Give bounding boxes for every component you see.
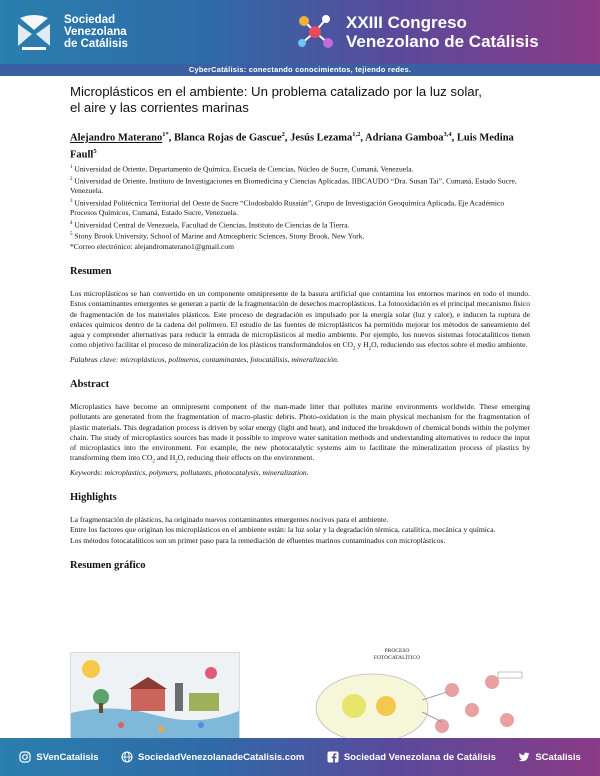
author-sup: 3,4 xyxy=(443,131,452,138)
org-name-line2: Venezolana xyxy=(64,26,127,38)
molecule-icon xyxy=(292,9,338,55)
twitter-icon xyxy=(518,751,530,763)
affiliation-text: Universidad Politécnica Territorial del Oeste de Sucre “Clodosbaldo Russián”, Grupo de Investigación Geoquímica Aplicada, Eje Académico Procesos Químicos, Cumaná, Estado Sucre, Venezuela. xyxy=(70,198,505,218)
subscript: 2 xyxy=(353,346,356,352)
affiliation-sup: 1 xyxy=(70,165,73,170)
org-name-line1: Sociedad xyxy=(64,14,116,26)
subscript: 2 xyxy=(152,459,155,465)
author-name: Alejandro Materano xyxy=(70,132,163,144)
congress-title-line1: XXIII Congreso xyxy=(346,13,467,32)
title-line2: el aire y las corrientes marinas xyxy=(70,100,249,115)
affiliation xyxy=(70,175,530,197)
environment-illustration xyxy=(70,652,240,744)
congress-title-line2: Venezolano de Catálisis xyxy=(346,32,539,51)
author-sup: 1* xyxy=(162,131,169,138)
author-name: Blanca Rojas de Gascue xyxy=(174,132,282,144)
graphic-title-line2: FOTOCATALÍTICO xyxy=(373,655,421,661)
keywords: Keywords: microplastics, polymers, pollutants, photocatalysis, mineralization. xyxy=(70,467,309,477)
footer-label: Sociedad Venezolana de Catálisis xyxy=(343,751,496,763)
affiliation-text: Stony Brook University, School of Marine and Atmospheric Sciences, Stony Brook, New York. xyxy=(74,231,365,241)
affiliation-sup: 3 xyxy=(70,198,73,204)
graphical-abstract xyxy=(70,648,530,744)
author-list: Alejandro Materano$^{1*}$, Blanca Rojas de Gascue$^2$, Jesús Lezama$^{1,2}$, Adriana Gamboa$^{3,4}$, Luis Medina Faull$^5$ xyxy=(70,131,514,160)
footer-twitter-link[interactable] xyxy=(518,751,580,763)
footer-banner xyxy=(0,738,600,776)
author-sup: 2 xyxy=(281,131,285,138)
abstract-heading: Abstract xyxy=(70,379,110,391)
footer-label: SociedadVenezolanadeCatalisis.com xyxy=(138,751,305,763)
subscript: 2 xyxy=(175,459,178,465)
author-name: Adriana Gamboa xyxy=(365,132,444,144)
instagram-icon xyxy=(19,751,31,763)
resumen-text: Los microplásticos se han convertido en un componente omnipresente de la basura artificial que contamina los entornos marinos en todo el mundo. Estos contaminantes emergentes se generan a partir de la fragmentación de desechos macroplásticos. La fotooxidación es el principal mecanismo físico de fragmentación de los materiales plásticos. Este proceso de degradación es impulsado por la energía solar (luz y calor), e inducen la ruptura de enlaces químicos dentro de la cadena del polímero. El estudio de las fuentes de microplásticos ha permitido mejorar los métodos de saneamiento del agua y comprender alternativas para reducir la entrada de microplásticos al medio ambiente. Por ejemplo, los nuevos sistemas fotocatalíticos tienen como objetivo facilitar el proceso de mineralización de los plásticos transformándolos en CO xyxy=(70,289,530,350)
author-sup: 5 xyxy=(93,147,97,155)
affiliation xyxy=(70,230,530,242)
resumen-text: O, reduciendo sus efectos sobre el medio ambiente. xyxy=(371,340,528,350)
svc-logo-icon xyxy=(12,10,56,54)
affiliation-list xyxy=(70,163,530,252)
highlight-item: Entre los factores que originan los microplásticos en el ambiente están: la luz solar y la degradación térmica, catalítica, mecánica y química. xyxy=(70,525,496,535)
graphic-heading: Resumen gráfico xyxy=(70,559,146,571)
author-name: Luis Medina Faull xyxy=(70,132,514,160)
affiliation xyxy=(70,197,530,219)
author-sup: 1,2 xyxy=(352,131,361,138)
org-name-line3: de Catálisis xyxy=(64,38,128,50)
author-name: Jesús Lezama xyxy=(290,132,353,144)
abstract-text: Microplastics have become an omnipresent component of the man-made litter that pollutes marine environments worldwide. These emerging pollutants are generated from the fragmentation of macro-plastic debris. Photo-oxidation is the main physical mechanism for the fragmentation of plastic materials. This degradation process is driven by solar energy (light and heat), and induced the breakdown of chemical bonds within the polymer chain. The study of microplastics sources has made it possible to improve water sanitation methods and understanding alternatives to reduce the input of microplastics into the environment. For example, the new photocatalytic systems aim to facilitate the mineralization process of plastics by transforming them into CO xyxy=(70,402,530,463)
abstract-text: O, reducing their effects on the environment. xyxy=(177,453,315,463)
photocatalytic-illustration xyxy=(302,660,528,744)
header-banner xyxy=(0,0,600,64)
abstract-text: and H xyxy=(154,453,176,463)
highlight-item: Los métodos fotocatalíticos son un primer paso para la remediación de efluentes marinos contaminados con microplásticos. xyxy=(70,535,446,545)
affiliation-sup: 2 xyxy=(70,176,73,182)
svc-logo xyxy=(12,8,212,56)
resumen-text: y H xyxy=(355,340,369,350)
highlights-heading: Highlights xyxy=(70,492,117,504)
paper-title xyxy=(70,84,530,116)
palabras-clave: Palabras clave: microplásticos, polímeros, contaminantes, fotocatálisis, mineralización. xyxy=(70,355,339,365)
affiliation-text: Universidad de Oriente, Instituto de Investigaciones en Biomedicina y Ciencias Aplicadas, IIBCAUDO “Dra. Susan Tai”, Cumaná, Estado Sucre, Venezuela. xyxy=(70,176,517,196)
affiliation-sup: 4 xyxy=(70,220,73,226)
footer-website-link[interactable] xyxy=(121,751,304,763)
graphic-title-line1: PROCESO xyxy=(384,648,410,654)
affiliation-text: Universidad de Oriente, Departamento de Química, Escuela de Ciencias, Núcleo de Sucre, Cumaná, Venezuela. xyxy=(74,164,414,174)
congress-logo xyxy=(292,6,592,58)
facebook-icon xyxy=(327,751,339,763)
contact-email[interactable]: *Correo electrónico: alejandromaterano1@gmail.com xyxy=(70,242,235,252)
affiliation-sup: 5 xyxy=(70,232,73,238)
footer-label: SCatalisis xyxy=(535,751,581,763)
affiliation-text: Universidad Central de Venezuela, Facultad de Ciencias, Instituto de Ciencias de la Tierra. xyxy=(74,220,350,230)
resumen-heading: Resumen xyxy=(70,266,112,278)
resumen-paragraph xyxy=(70,289,530,355)
affiliation xyxy=(70,219,530,231)
title-line1: Microplásticos en el ambiente: Un problema catalizado por la luz solar, xyxy=(70,84,482,99)
footer-label: SVenCatalisis xyxy=(36,751,99,763)
abstract-paragraph xyxy=(70,402,530,468)
footer-instagram-link[interactable] xyxy=(19,751,98,763)
highlight-item: La fragmentación de plásticos, ha originado nuevos contaminantes emergentes nocivos para el ambiente. xyxy=(70,515,389,525)
web-icon xyxy=(121,751,133,763)
footer-facebook-link[interactable] xyxy=(327,751,496,763)
tagline: CyberCatálisis: conectando conocimientos, tejiendo redes. xyxy=(0,64,600,76)
paper-content xyxy=(70,84,530,583)
subscript: 2 xyxy=(368,346,372,352)
affiliation xyxy=(70,163,530,175)
